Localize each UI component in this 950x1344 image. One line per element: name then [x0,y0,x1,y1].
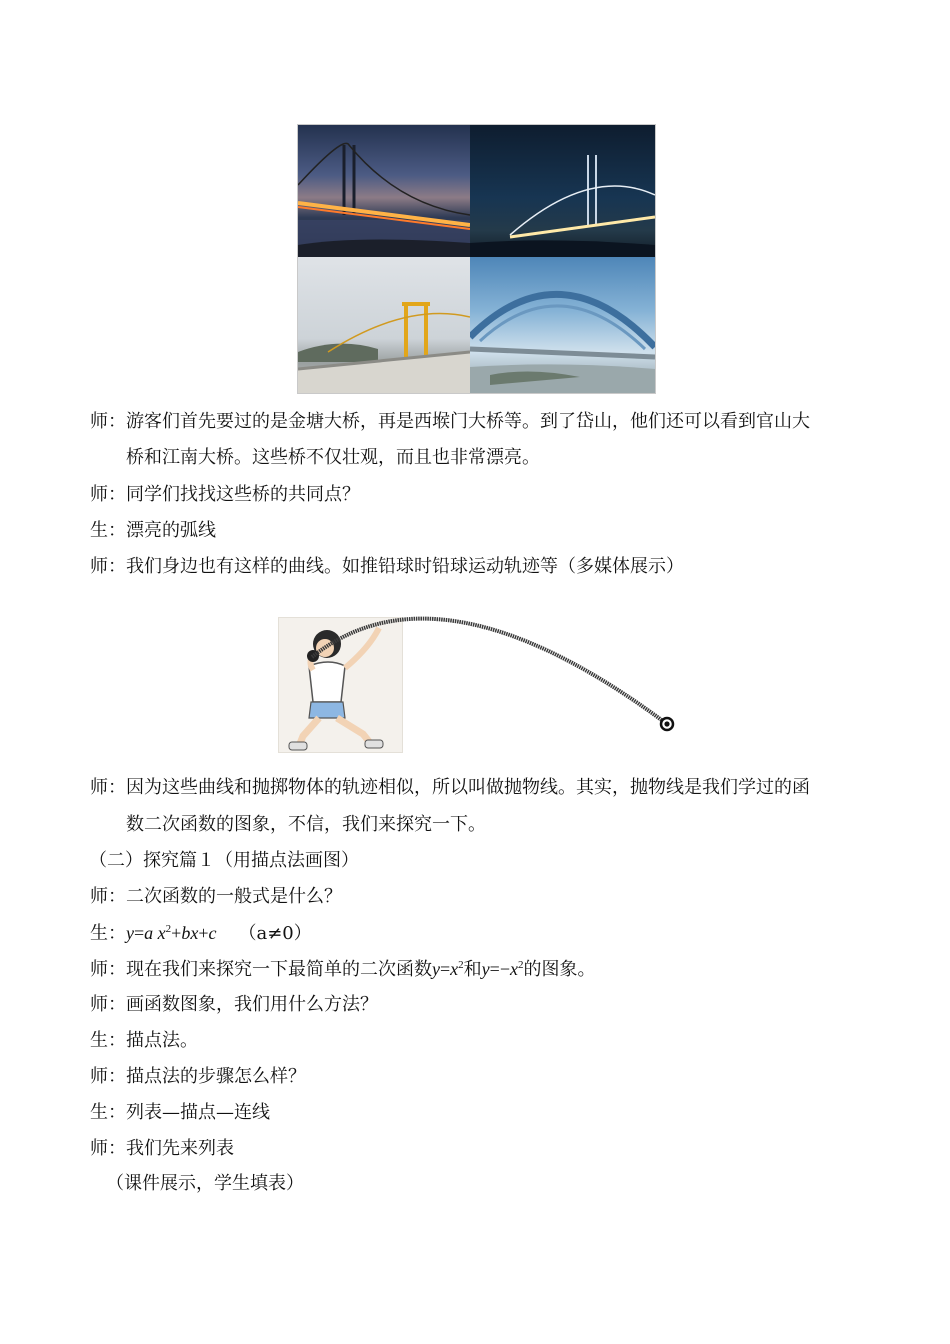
bridge-photo-night [470,125,655,257]
teacher-question: 师：画函数图象，我们用什么方法？ [90,994,378,1015]
student-answer: 生：描点法。 [90,1030,198,1051]
teacher-statement: 师：我们身边也有这样的曲线。如推铅球时铅球运动轨迹等（多媒体展示） [90,556,684,577]
teacher-statement-formulas: 师：现在我们来探究一下最简单的二次函数$y=x^2$和$y=-x^2$的图象。 [90,959,596,980]
student-answer: 生：列表—描点—连线 [90,1102,270,1123]
stage-note: （课件展示，学生填表） [106,1173,304,1194]
bridge-photo-collage [297,124,656,394]
paragraph-line: 数二次函数的图象，不信，我们来探究一下。 [126,814,486,835]
teacher-question: 师：描点法的步骤怎么样？ [90,1066,306,1087]
bridge-photo-sunset [298,125,470,257]
teacher-statement: 师：我们先来列表 [90,1138,234,1159]
paragraph-line: 师：因为这些曲线和抛掷物体的轨迹相似，所以叫做抛物线。其实，抛物线是我们学过的函 [90,777,810,798]
student-answer: 生：漂亮的弧线 [90,520,216,541]
speaker-label: 生： [90,923,126,944]
section-heading: （二）探究篇１（用描点法画图） [89,850,359,871]
shot-put-trajectory [300,585,690,745]
bridge-photo-yellow [298,257,470,393]
formula-y-equals-neg-x-squared: $y=-x^2$ [481,959,524,979]
paragraph-line: 师：游客们首先要过的是金塘大桥，再是西堠门大桥等。到了岱山，他们还可以看到官山大 [90,411,810,432]
student-answer-formula [90,921,312,946]
formula-y-equals-x-squared: $y=x^2$ [432,959,464,979]
formula-condition: （a≠0） [238,923,312,944]
paragraph-line: 桥和江南大桥。这些桥不仅壮观，而且也非常漂亮。 [126,447,540,468]
teacher-question: 师：二次函数的一般式是什么？ [90,886,342,907]
formula-general-quadratic: y=a $x^2+bx+c$ [126,923,217,943]
teacher-question: 师：同学们找找这些桥的共同点？ [90,484,360,505]
bridge-photo-arch [470,257,655,393]
